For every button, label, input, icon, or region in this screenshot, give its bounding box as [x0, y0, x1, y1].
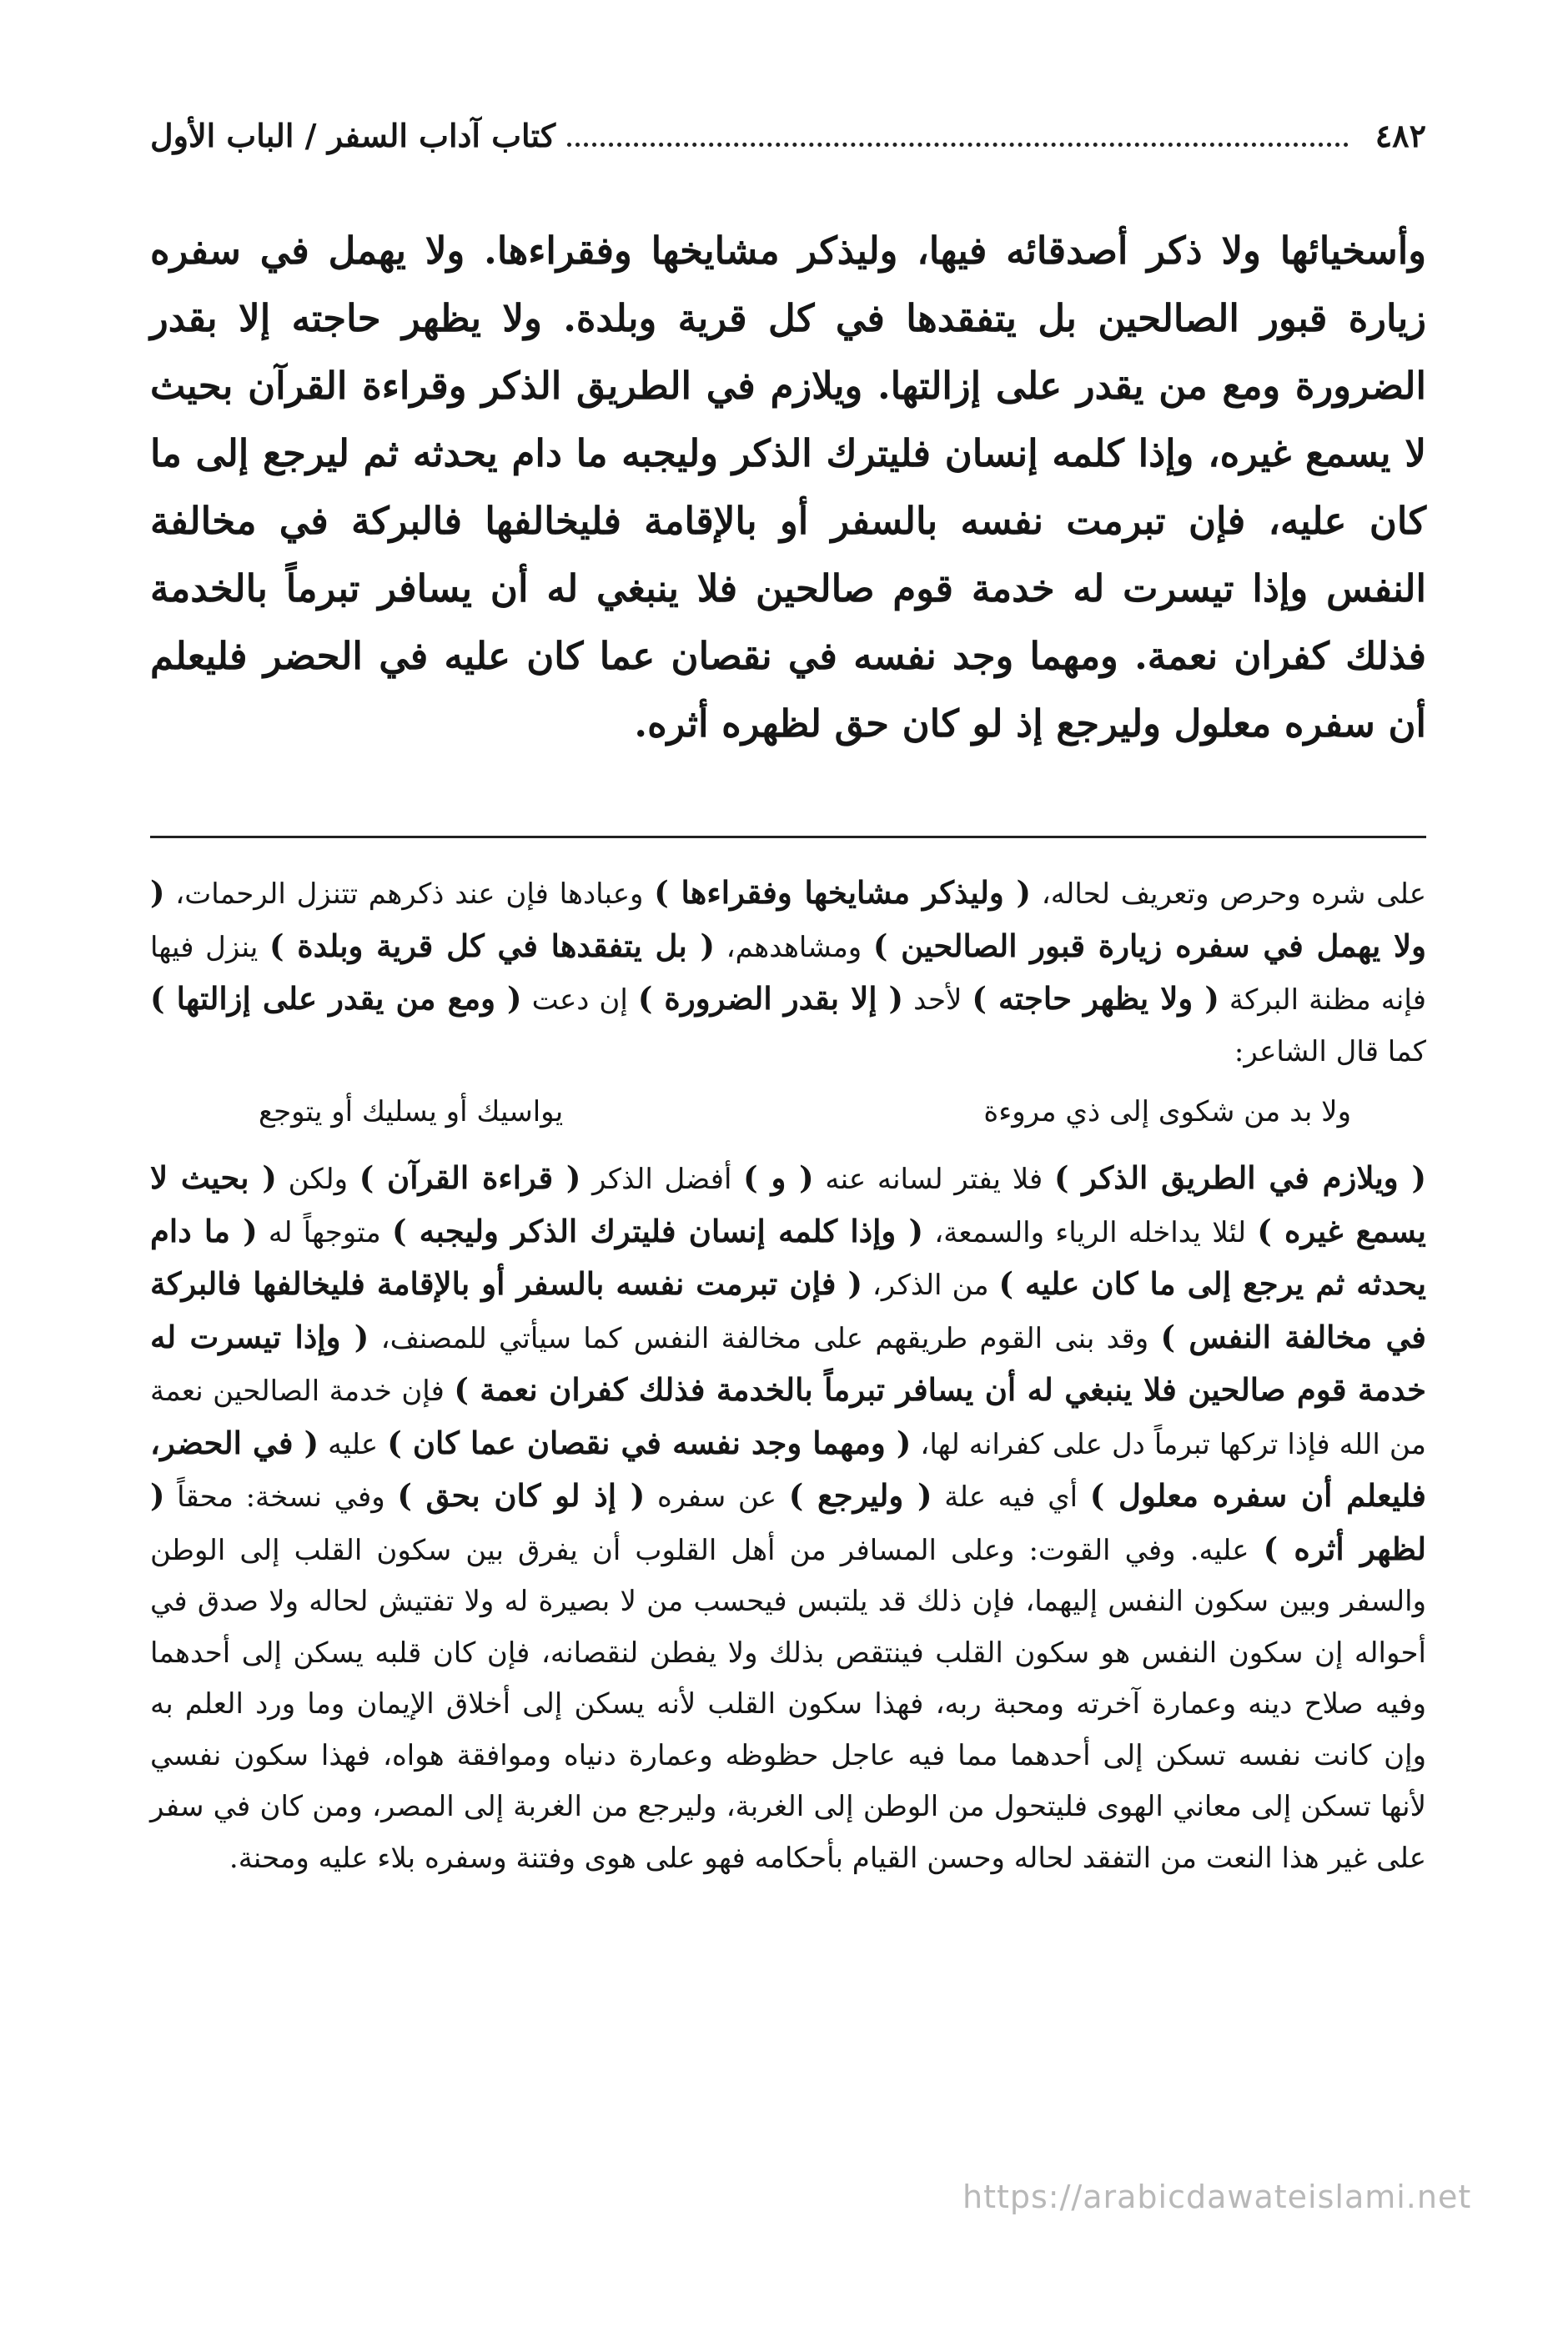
commentary-text: وقد بنى القوم طريقهم على مخالفة النفس كما سيأتي للمصنف،	[369, 1321, 1161, 1355]
commentary-text: ولكن	[276, 1163, 359, 1196]
commentary-text: فإن خدمة الصالحين نعمة من الله فإذا تركها تبرماً دل على كفرانه لها،	[150, 1375, 1427, 1461]
quoted-matn-text: ( بحيث لا يسمع غيره )	[150, 1159, 1426, 1249]
quoted-matn-text: ( قراءة القرآن )	[359, 1159, 581, 1196]
commentary-text: لئلا يداخله الرياء والسمعة،	[923, 1215, 1258, 1249]
verse-second-hemistich: يواسيك أو يسليك أو يتوجع	[259, 1095, 564, 1128]
running-title: كتاب آداب السفر / الباب الأول	[150, 117, 556, 154]
quoted-matn-text: ( في الحضر، فليعلم أن سفره معلول )	[150, 1424, 1426, 1514]
quoted-matn-text: ( وليذكر مشايخها وفقراءها )	[654, 874, 1032, 911]
commentary-text: أفضل الذكر	[580, 1163, 744, 1196]
quoted-matn-text: ( و )	[743, 1159, 814, 1196]
commentary-text: كما قال الشاعر:	[1234, 1034, 1426, 1068]
commentary-text: ينزل فيها فإنه مظنة البركة	[150, 930, 1427, 1017]
quoted-matn-text: ( ولا يظهر حاجته )	[972, 980, 1219, 1017]
running-header	[150, 117, 1426, 167]
commentary-text: عليه. وفي القوت: وعلى المسافر من أهل القلوب أن يفرق بين سكون القلب إلى الوطن والسفر وبين سكون النفس إليهما، فإن ذلك قد يلتبس فيحسب من لا بصيرة له ولا تفتيش لحاله ولا صدق في أحواله إن سكون النفس هو سكون القلب فينتقص بذلك ولا يفطن لنقصانه، فإن كان قلبه يسكن إلى أحدهما وفيه صلاح دينه وعمارة آخرته ومحبة ربه، فهذا سكون القلب لأنه يسكن إلى أخلاق الإيمان وما ورد العلم به وإن كانت نفسه تسكن إلى أحدهما مما فيه عاجل حظوظه وعمارة دنياه وموافقة هواه، فهذا سكون نفسي لأنها تسكن إلى معاني الهوى فليتحول من الوطن إلى الغربة، وليرجع من الغربة إلى المصر، ومن كان في سفر على غير هذا النعت من التفقد لحاله وحسن القيام بأحكامه فهو على هوى وفتنة وسفره بلاء عليه ومحنة.	[150, 1533, 1426, 1875]
quoted-matn-text: ( لظهر أثره )	[150, 1477, 1426, 1567]
main-text	[150, 217, 1426, 757]
page-number: ٤٨٢	[1375, 117, 1426, 154]
commentary-text: عن سفره	[645, 1480, 789, 1514]
quoted-matn-text: ( ما دام يحدثه ثم يرجع إلى ما كان عليه )	[150, 1212, 1426, 1302]
commentary-text: أي فيه علة	[932, 1480, 1090, 1514]
header-dotted-leader	[567, 123, 1349, 147]
main-paragraph: وأسخيائها ولا ذكر أصدقائه فيها، وليذكر مشايخها وفقراءها. ولا يهمل في سفره زيارة قبور الصالحين بل يتفقدها في كل قرية وبلدة. ولا يظهر حاجته إلا بقدر الضرورة ومع من يقدر على إزالتها. ويلازم في الطريق الذكر وقراءة القرآن بحيث لا يسمع غيره، وإذا كلمه إنسان فليترك الذكر وليجبه ما دام يحدثه ثم ليرجع إلى ما كان عليه، فإن تبرمت نفسه بالسفر أو بالإقامة فليخالفها فالبركة في مخالفة النفس وإذا تيسرت له خدمة قوم صالحين فلا ينبغي له أن يسافر تبرماً بالخدمة فذلك كفران نعمة. ومهما وجد نفسه في نقصان عما كان عليه في الحضر فليعلم أن سفره معلول وليرجع إذ لو كان حق لظهره أثره.	[150, 229, 1426, 746]
poetry-verse	[150, 1078, 1426, 1153]
quoted-matn-text: ( ولا يهمل في سفره زيارة قبور الصالحين )	[150, 874, 1426, 964]
quoted-matn-text: ( ومهما وجد نفسه في نقصان عما كان )	[387, 1424, 912, 1461]
commentary-text: ومشاهدهم،	[714, 930, 873, 964]
commentary-text: عليه	[319, 1427, 388, 1461]
commentary-text: من الذكر،	[862, 1269, 999, 1302]
commentary-paragraph-2	[150, 1153, 1426, 1884]
commentary-text: فلا يفتر لسانه عنه	[813, 1163, 1054, 1196]
watermark-url: https://arabicdawateislami.net	[962, 2179, 1472, 2215]
commentary-text: متوجهاً له	[257, 1215, 392, 1249]
quoted-matn-text: ( بل يتفقدها في كل قرية وبلدة )	[269, 927, 715, 964]
quoted-matn-text: ( ومع من يقدر على إزالتها )	[150, 980, 522, 1017]
quoted-matn-text: ( إلا بقدر الضرورة )	[637, 980, 904, 1017]
commentary	[150, 867, 1426, 1884]
verse-first-hemistich: ولا بد من شكوى إلى ذي مروءة	[983, 1095, 1351, 1128]
commentary-text: إن دعت	[521, 983, 638, 1017]
quoted-matn-text: ( وليرجع )	[788, 1477, 932, 1514]
commentary-text: لأحد	[903, 983, 972, 1017]
commentary-paragraph-1	[150, 867, 1426, 1078]
quoted-matn-text: ( إذ لو كان بحق )	[397, 1477, 646, 1514]
quoted-matn-text: ( وإذا تيسرت له خدمة قوم صالحين فلا ينبغي له أن يسافر تبرماً بالخدمة فذلك كفران نعمة )	[150, 1318, 1427, 1408]
commentary-text: على شره وحرص وتعريف لحاله،	[1031, 877, 1426, 911]
quoted-matn-text: ( ويلازم في الطريق الذكر )	[1053, 1159, 1426, 1196]
quoted-matn-text: ( فإن تبرمت نفسه بالسفر أو بالإقامة فليخالفها فالبركة في مخالفة النفس )	[150, 1265, 1426, 1355]
commentary-text: وعبادها فإن عند ذكرهم تتنزل الرحمات،	[164, 877, 655, 911]
commentary-text: وفي نسخة: محقاً	[164, 1480, 398, 1514]
footnote-separator	[150, 836, 1426, 838]
quoted-matn-text: ( وإذا كلمه إنسان فليترك الذكر وليجبه )	[391, 1212, 924, 1249]
